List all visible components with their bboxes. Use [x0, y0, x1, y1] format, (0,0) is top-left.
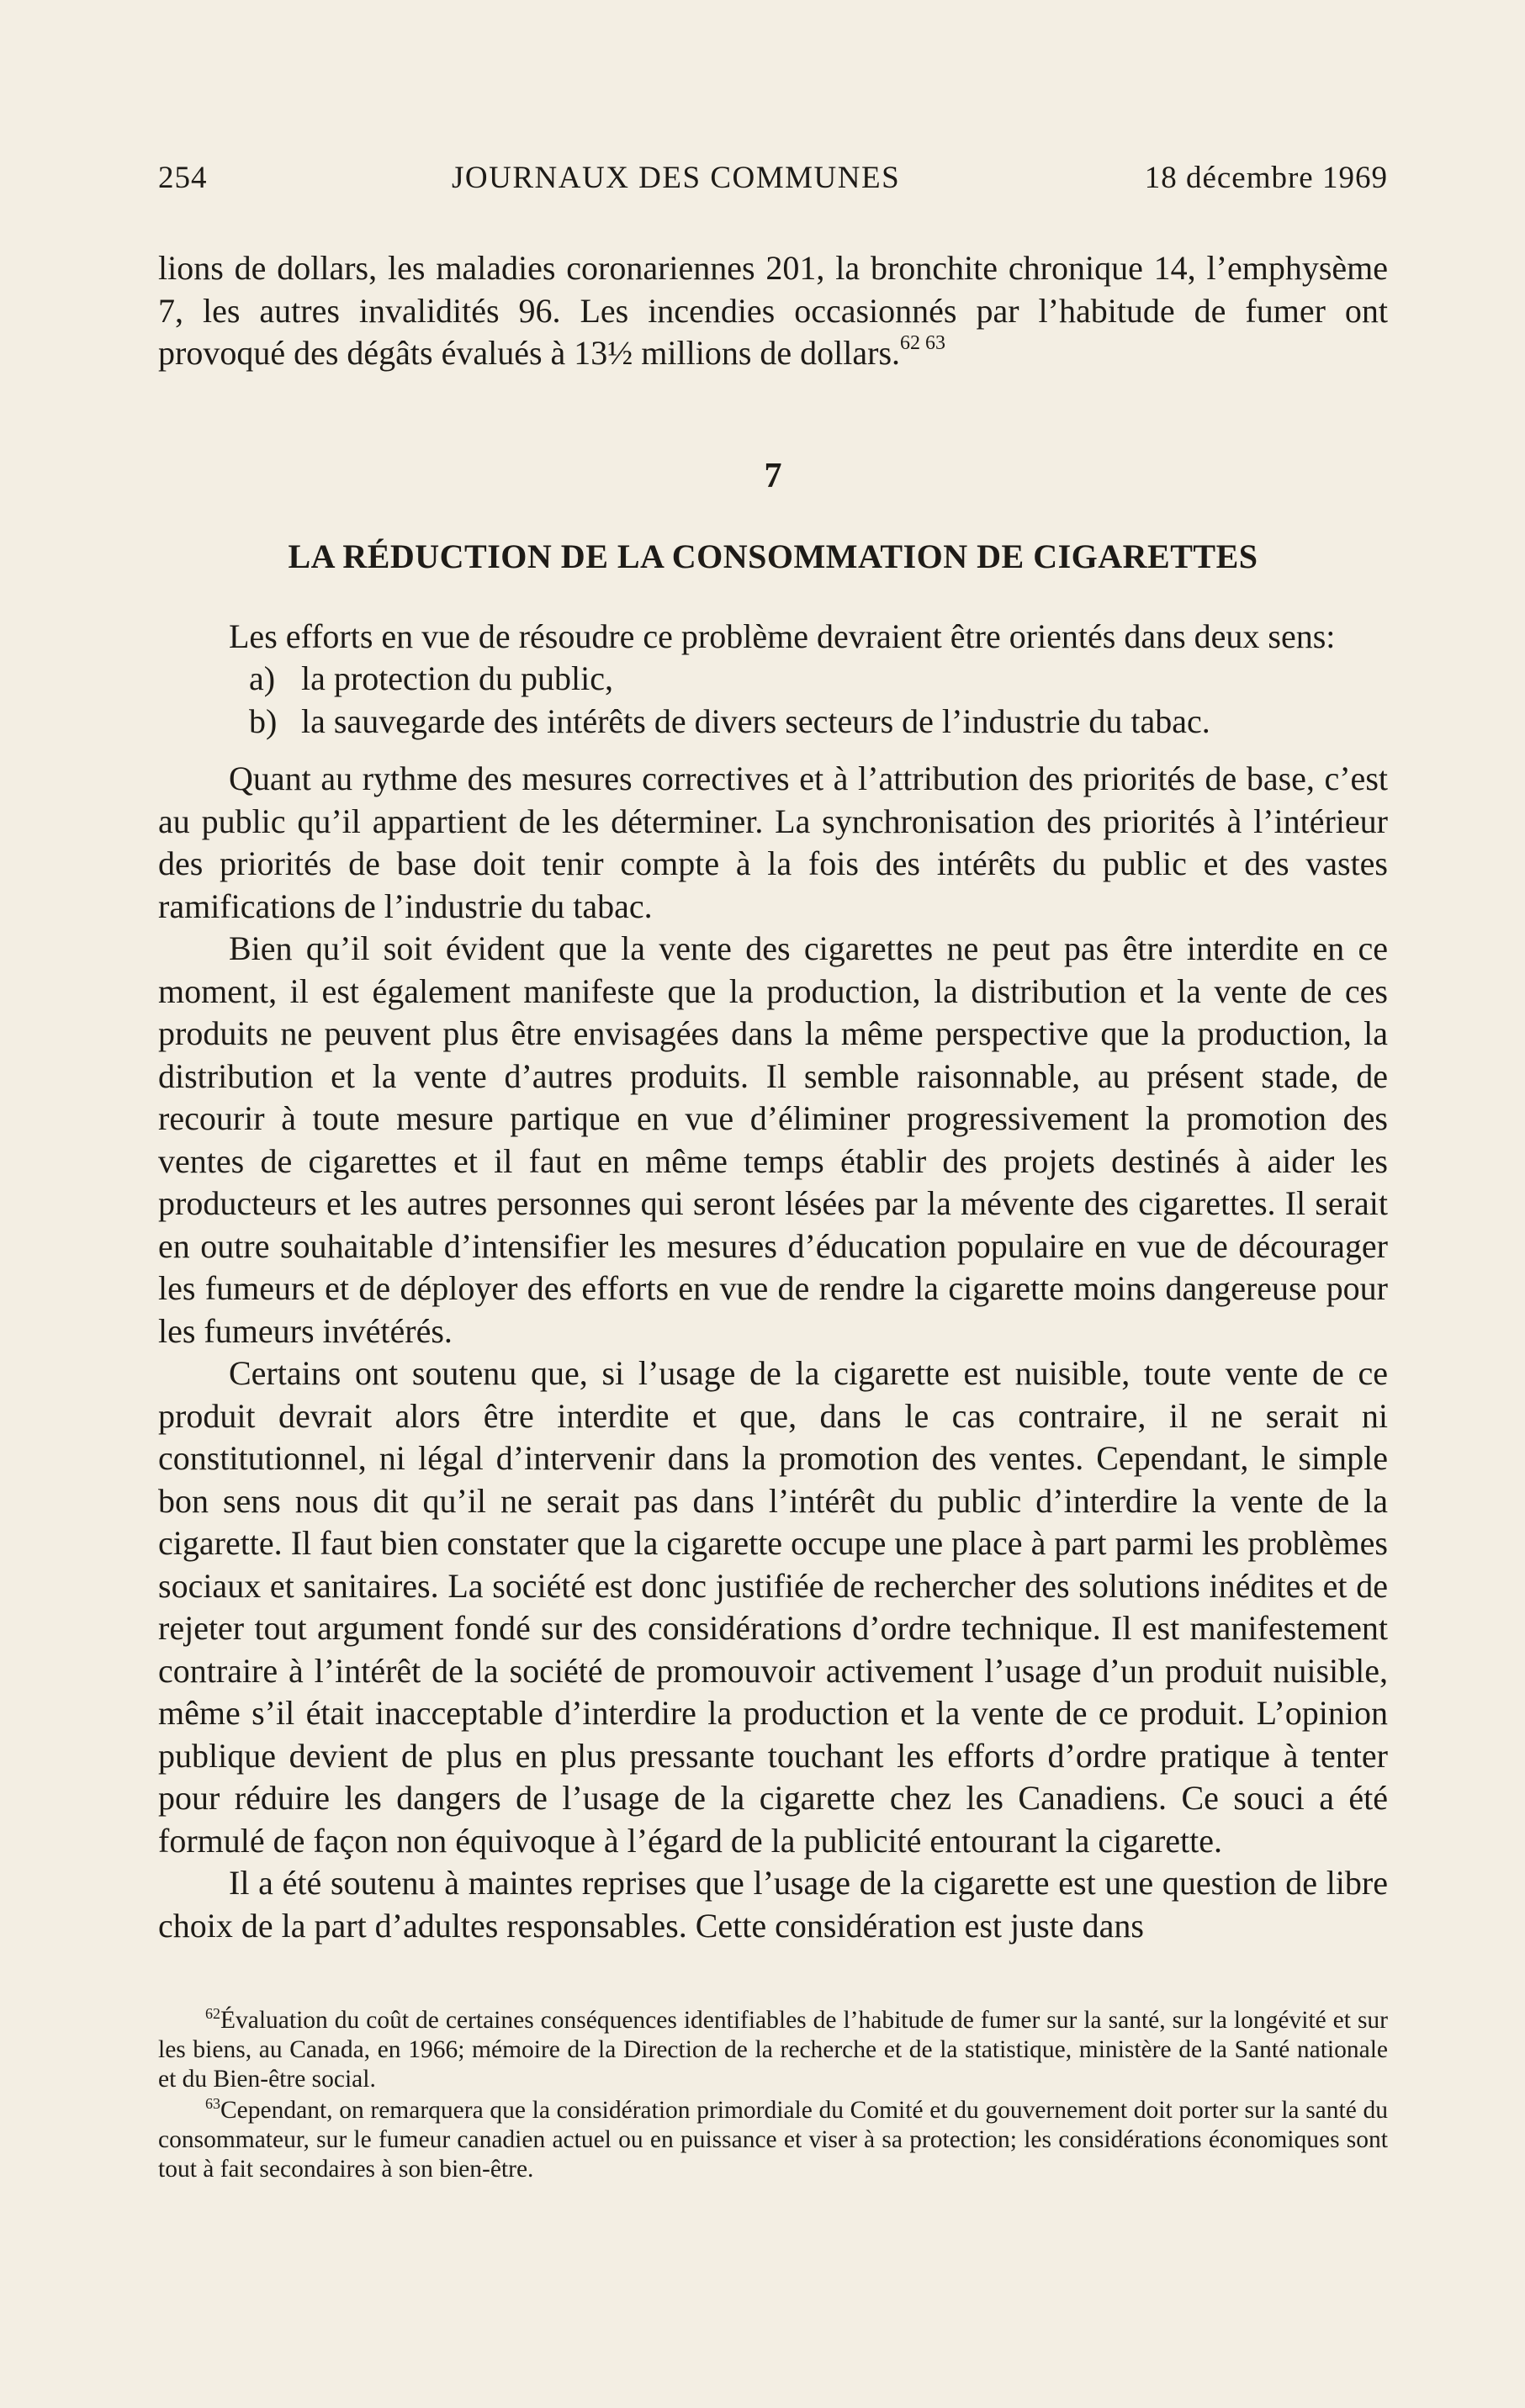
list-marker: b): [249, 701, 278, 740]
footnote: [158, 2006, 1388, 2094]
intro-text: lions de dollars, les maladies coronariennes 201, la bronchite chronique 14, l’emphysème 7, les autres invalidités 96. Les incendies occasionnés par l’habitude de fumer ont provoqué des dégâts évalués à 13½ millions de dollars.: [158, 249, 1388, 372]
objectives-list: [158, 658, 1388, 743]
lead-paragraph: Les efforts en vue de résoudre ce problème devraient être orientés dans deux sens:: [229, 617, 1336, 655]
list-item: [158, 658, 1388, 701]
list-marker: a): [249, 659, 276, 697]
chapter-title: LA RÉDUCTION DE LA CONSOMMATION DE CIGARETTES: [288, 537, 1258, 575]
journal-title: JOURNAUX DES COMMUNES: [452, 161, 901, 195]
paragraph: Il a été soutenu à maintes reprises que l’usage de la cigarette est une question de libre choix de la part d’adultes responsables. Cette considération est juste dans: [158, 1864, 1388, 1945]
list-item-text: la sauvegarde des intérêts de divers secteurs de l’industrie du tabac.: [301, 701, 1210, 740]
paragraph: Quant au rythme des mesures correctives et à l’attribution des priorités de base, c’est au public qu’il appartient de les déterminer. La synchronisation des priorités à l’intérieur des priorités de base doit tenir compte à la fois des intérêts du public et des vastes ramifications de l’industrie du tabac.: [158, 759, 1388, 925]
list-item-text: la protection du public,: [301, 659, 614, 697]
running-header: [158, 160, 1388, 210]
footnotes: [158, 2006, 1388, 2184]
header-date: 18 décembre 1969: [1144, 161, 1388, 195]
footnote-ref: 62: [205, 2005, 220, 2023]
paragraph: Certains ont soutenu que, si l’usage de la cigarette est nuisible, toute vente de ce produit devrait alors être interdite et que, dans le cas contraire, il ne serait ni constitutionnel, ni légal d’intervenir dans la promotion des ventes. Cependant, le simple bon sens nous dit qu’il ne serait pas dans l’intérêt du public d’interdire la vente de la cigarette. Il faut bien constater que la cigarette occupe une place à part parmi les problèmes sociaux et sanitaires. La société est donc justifiée de rechercher des solutions inédites et de rejeter tout argument fondé sur des considérations d’ordre technique. Il est manifestement contraire à l’intérêt de la société de promouvoir activement l’usage d’un produit nuisible, même s’il était inacceptable d’interdire la production et la vente de ce produit. L’opinion publique devient de plus en plus pressante touchant les efforts d’ordre pratique à tenter pour réduire les dangers de l’usage de la cigarette chez les Canadiens. Ce souci a été formulé de façon non équivoque à l’égard de la publicité entourant la cigarette.: [158, 1354, 1388, 1860]
list-item: [158, 701, 1388, 744]
page-number: 254: [158, 161, 208, 195]
footnote: [158, 2096, 1388, 2184]
paragraph: Bien qu’il soit évident que la vente des cigarettes ne peut pas être interdite en ce moment, il est également manifeste que la production, la distribution et la vente de ces produits ne peuvent plus être envisagées dans la même perspective que la production, la distribution et la vente d’autres produits. Il semble raisonnable, au présent stade, de recourir à toute mesure partique en vue d’éliminer progressivement la promotion des ventes de cigarettes et il faut en même temps établir des projets destinés à aider les producteurs et les autres personnes qui seront lésées par la mévente des cigarettes. Il serait en outre souhaitable d’intensifier les mesures d’éducation populaire en vue de décourager les fumeurs et de déployer des efforts en vue de rendre la cigarette moins dangereuse pour les fumeurs invétérés.: [158, 929, 1388, 1350]
intro-paragraph: [158, 247, 1388, 375]
intro-footnote-refs: 62 63: [900, 331, 946, 354]
chapter-number: 7: [764, 456, 782, 495]
footnote-text: Cependant, on remarquera que la considération primordiale du Comité et du gouvernement doit porter sur la santé du consommateur, sur le fumeur canadien actuel ou en puissance et viser à sa protection; les considérations économiques sont tout à fait secondaires à son bien-être.: [158, 2097, 1388, 2183]
footnote-ref: 63: [205, 2095, 220, 2113]
document-page: [158, 160, 1388, 2186]
footnote-text: Évaluation du coût de certaines conséquences identifiables de l’habitude de fumer sur la santé, sur la longévité et sur les biens, au Canada, en 1966; mémoire de la Direction de la recherche et de la statistique, ministère de la Santé nationale et du Bien-être social.: [158, 2007, 1388, 2093]
